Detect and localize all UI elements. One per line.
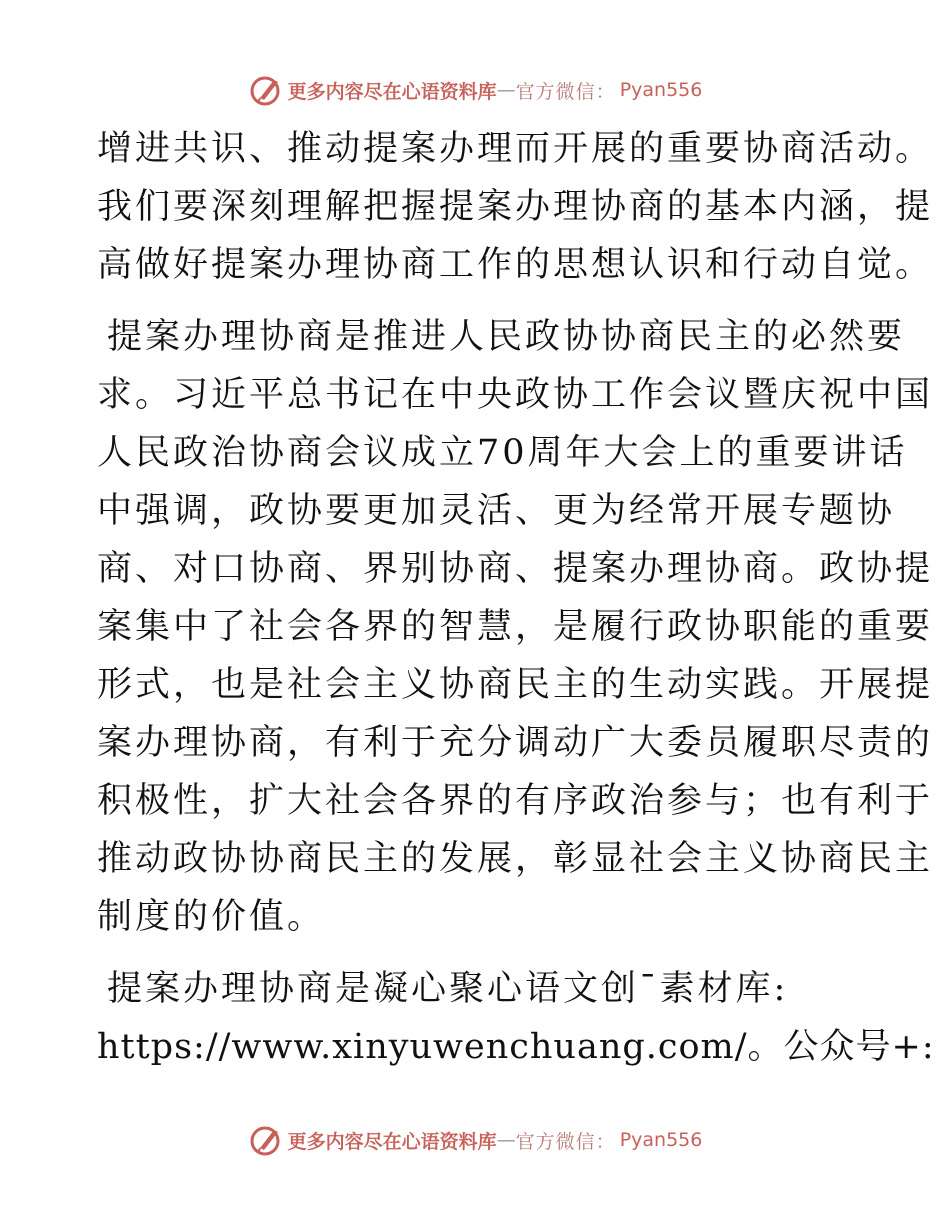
footer-wechat-label: 官方微信：	[515, 1130, 616, 1153]
header-dash: —	[496, 79, 516, 101]
header-wechat-id: Pyan556	[619, 79, 703, 101]
document-body	[97, 120, 935, 1076]
quill-pen-logo-icon	[248, 1122, 284, 1158]
text-line: 推动政协协商民主的发展，彰显社会主义协商民主	[97, 839, 934, 879]
text-line: 提案办理协商是凝心聚心语文创¯素材库:	[107, 969, 789, 1009]
text-line: 人民政治协商会议成立70周年大会上的重要讲话	[97, 433, 908, 473]
text-line: 案办理协商，有利于充分调动广大委员履职尽责的	[97, 723, 934, 763]
text-line: 商、对口协商、界别协商、提案办理协商。政协提	[97, 549, 934, 589]
text-line: 案集中了社会各界的智慧，是履行政协职能的重要	[97, 607, 934, 647]
text-line: 积极性，扩大社会各界的有序政治参与；也有利于	[97, 781, 934, 821]
footer-dash: —	[496, 1129, 516, 1151]
text-line: 求。习近平总书记在中央政协工作会议暨庆祝中国	[97, 375, 934, 415]
footer-promo-text: 更多内容尽在心语资料库	[287, 1130, 497, 1153]
website-link-line[interactable]: https://www.xinyuwenchuang.com/。公众号+:	[97, 1027, 935, 1067]
quill-pen-logo-icon	[248, 72, 284, 108]
header-promo-text: 更多内容尽在心语资料库	[287, 80, 497, 103]
text-line: 形式，也是社会主义协商民主的生动实践。开展提	[97, 665, 934, 705]
paragraph-3	[97, 960, 935, 1076]
text-line: 提案办理协商是推进人民政协协商民主的必然要	[107, 317, 906, 357]
text-line: 我们要深刻理解把握提案办理协商的基本内涵，提	[97, 187, 934, 227]
footer-banner	[0, 1120, 950, 1160]
paragraph-2	[97, 308, 934, 946]
header-banner	[0, 70, 950, 110]
text-line: 制度的价值。	[97, 897, 326, 937]
text-line: 中强调，政协要更加灵活、更为经常开展专题协	[97, 491, 896, 531]
text-line: 高做好提案办理协商工作的思想认识和行动自觉。	[97, 245, 934, 285]
footer-wechat-id: Pyan556	[619, 1129, 703, 1151]
header-wechat-label: 官方微信：	[515, 80, 616, 103]
paragraph-1	[97, 120, 934, 294]
text-line: 增进共识、推动提案办理而开展的重要协商活动。	[97, 129, 934, 169]
